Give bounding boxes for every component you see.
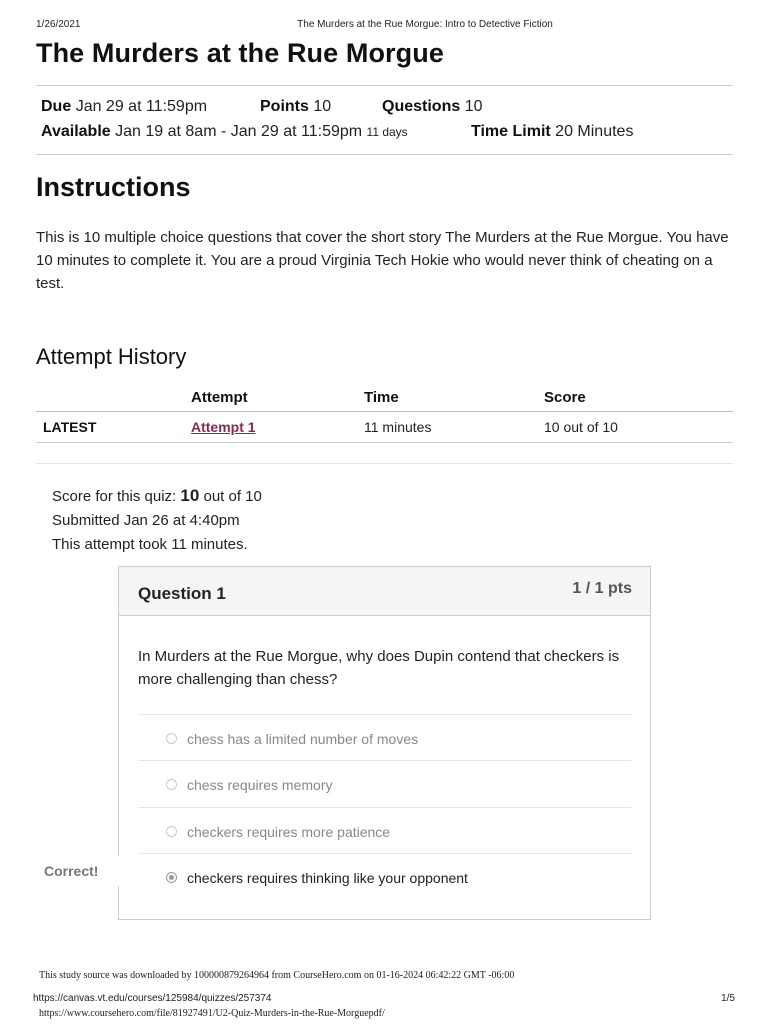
print-title: The Murders at the Rue Morgue: Intro to Detective Fiction: [297, 19, 553, 30]
question-points: 1 / 1 pts: [572, 580, 632, 597]
score-value: 10: [180, 486, 200, 505]
attempt-score: 10 out of 10: [544, 419, 618, 435]
title-divider: [36, 85, 733, 86]
attempt-history-heading: Attempt History: [36, 344, 187, 369]
answer-divider: [138, 807, 631, 808]
available-days: 11 days: [366, 125, 408, 139]
question-card: [118, 566, 651, 920]
attempt-time: 11 minutes: [364, 419, 432, 435]
questions-value: 10: [464, 98, 483, 115]
correct-answer-tag: Correct!: [36, 856, 122, 886]
available-value: Jan 19 at 8am - Jan 29 at 11:59pm: [115, 123, 363, 140]
score-prefix: Score for this quiz:: [52, 488, 181, 505]
instructions-heading: Instructions: [36, 172, 191, 202]
due-value: Jan 29 at 11:59pm: [75, 98, 208, 115]
quiz-title: The Murders at the Rue Morgue: [36, 38, 444, 68]
questions-label: Questions: [382, 98, 461, 115]
instructions-text: This is 10 multiple choice questions that cover the short story The Murders at the Rue Morgue. You have 10 minutes to complete it. You are a proud Virginia Tech Hokie who would never think of cheating on a test.: [36, 229, 729, 292]
table-row-divider: [36, 442, 733, 443]
answer-divider: [138, 714, 631, 715]
question-text: In Murders at the Rue Morgue, why does Dupin contend that checkers is more challenging than chess?: [138, 648, 620, 688]
answer-divider: [138, 853, 631, 854]
points-value: 10: [313, 98, 332, 115]
answer-label: checkers requires more patience: [187, 824, 391, 840]
available-label: Available: [41, 123, 111, 140]
answer-label: chess requires memory: [187, 777, 333, 793]
time-limit-label: Time Limit: [471, 123, 551, 140]
column-header-score: Score: [544, 389, 586, 406]
points-item: [260, 98, 331, 116]
due-item: [41, 98, 207, 116]
footer-url-secondary: https://www.coursehero.com/file/81927491/U2-Quiz-Murders-in-the-Rue-Morguepdf/: [39, 1008, 385, 1019]
questions-item: [382, 98, 482, 116]
question-title: Question 1: [138, 584, 226, 603]
points-label: Points: [260, 98, 309, 115]
column-header-time: Time: [364, 389, 399, 406]
row-label-latest: LATEST: [43, 419, 97, 435]
attempt-1-link[interactable]: Attempt 1: [191, 419, 256, 435]
attempt-duration-text: This attempt took 11 minutes.: [52, 536, 248, 553]
column-header-attempt: Attempt: [191, 389, 248, 406]
answer-divider: [138, 760, 631, 761]
score-line: [52, 484, 262, 509]
time-limit-item: [471, 123, 633, 141]
footer-url: https://canvas.vt.edu/courses/125984/quizzes/257374: [33, 993, 272, 1004]
radio-icon[interactable]: [166, 733, 177, 744]
score-suffix: out of 10: [199, 488, 262, 505]
due-label: Due: [41, 98, 72, 115]
footer-source-note: This study source was downloaded by 100000879264964 from CourseHero.com on 01-16-2024 06:42:22 GMT -06:00: [39, 970, 515, 981]
answer-label: chess has a limited number of moves: [187, 731, 419, 747]
time-limit-value: 20 Minutes: [555, 123, 634, 140]
score-summary: [52, 484, 262, 557]
footer-page-number: 1/5: [721, 993, 735, 1004]
answer-label: checkers requires thinking like your opponent: [187, 870, 468, 886]
available-item: [41, 123, 408, 141]
print-date: 1/26/2021: [36, 19, 81, 30]
question-header: [119, 567, 650, 616]
radio-icon[interactable]: [166, 826, 177, 837]
radio-icon[interactable]: [166, 779, 177, 790]
table-header-divider: [36, 411, 733, 412]
meta-divider: [36, 154, 733, 155]
section-divider: [36, 463, 733, 464]
submitted-text: Submitted Jan 26 at 4:40pm: [52, 512, 240, 529]
radio-selected-icon[interactable]: [166, 872, 177, 883]
